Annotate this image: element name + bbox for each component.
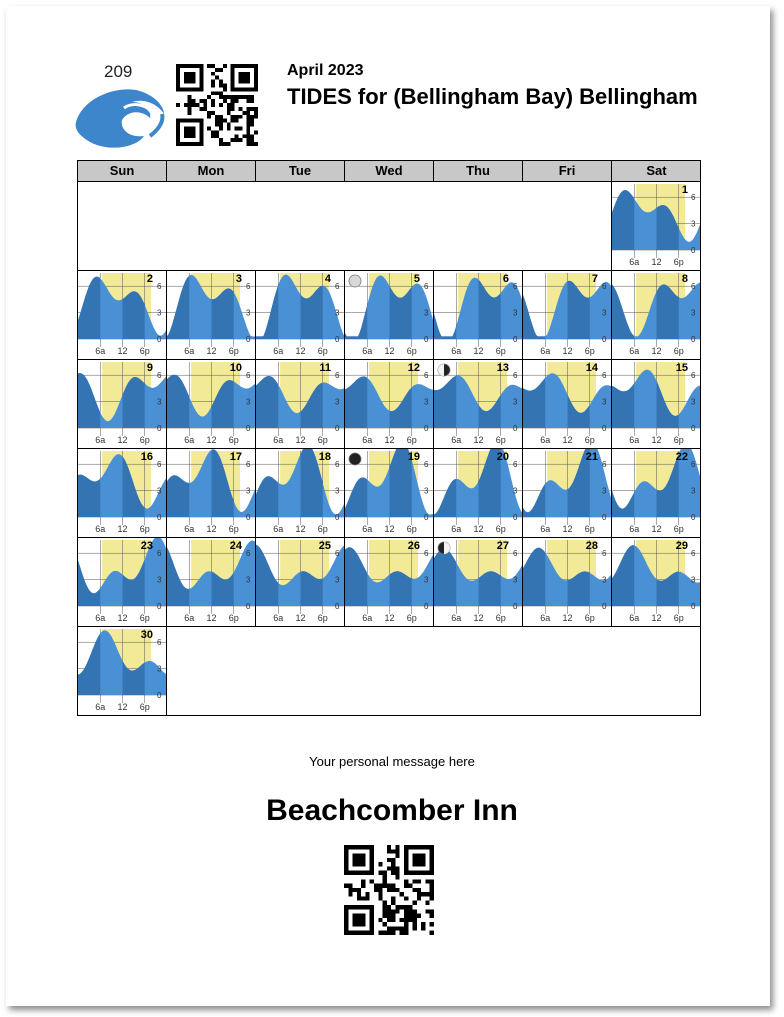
height-label: 6 [513, 549, 518, 559]
day-number: 19 [407, 451, 420, 463]
height-label: 0 [246, 513, 251, 522]
weekday-header: Thu [434, 161, 523, 182]
day-number: 5 [413, 273, 420, 285]
height-label: 3 [246, 397, 251, 407]
tide-chart [523, 449, 612, 538]
day-number: 26 [407, 540, 420, 552]
time-label: 6p [584, 524, 595, 534]
height-label: 0 [246, 335, 251, 344]
wave-logo-icon [72, 80, 172, 150]
day-number: 1 [681, 184, 688, 196]
height-label: 0 [602, 335, 607, 344]
height-label: 0 [424, 335, 429, 344]
time-label: 12 [651, 435, 662, 445]
height-label: 0 [691, 335, 696, 344]
time-label: 6p [584, 613, 595, 623]
weekday-header: Fri [523, 161, 612, 182]
time-label: 12 [651, 346, 662, 356]
personal-message: Your personal message here [309, 754, 475, 769]
time-label: 12 [384, 346, 395, 356]
time-label: 6p [139, 346, 150, 356]
height-label: 0 [335, 335, 340, 344]
tide-chart [345, 271, 434, 360]
height-label: 3 [691, 486, 696, 496]
height-label: 0 [157, 335, 162, 344]
height-label: 3 [424, 486, 429, 496]
height-label: 3 [691, 397, 696, 407]
day-cell [434, 271, 523, 360]
tide-chart [523, 360, 612, 449]
day-cell [523, 449, 612, 538]
height-label: 6 [424, 460, 429, 470]
time-label: 6p [406, 435, 417, 445]
day-cell [256, 271, 345, 360]
time-label: 6a [629, 435, 640, 445]
time-label: 6a [451, 613, 462, 623]
time-label: 12 [384, 524, 395, 534]
height-label: 6 [602, 460, 607, 470]
tide-chart [523, 538, 612, 627]
time-label: 6a [273, 524, 284, 534]
day-cell [523, 538, 612, 627]
tide-chart [256, 360, 345, 449]
height-label: 6 [157, 371, 162, 381]
time-label: 6a [184, 346, 195, 356]
day-number: 10 [229, 362, 242, 374]
height-label: 0 [246, 424, 251, 433]
time-label: 6a [540, 435, 551, 445]
time-label: 6p [673, 435, 684, 445]
weekday-header: Sun [78, 161, 167, 182]
tide-chart [345, 449, 434, 538]
time-label: 12 [117, 613, 128, 623]
time-label: 6a [184, 435, 195, 445]
tide-chart [434, 360, 523, 449]
time-label: 12 [562, 524, 573, 534]
time-label: 6p [228, 346, 239, 356]
height-label: 6 [424, 371, 429, 381]
height-label: 6 [335, 460, 340, 470]
time-label: 12 [206, 613, 217, 623]
height-label: 6 [691, 549, 696, 559]
time-label: 6p [139, 435, 150, 445]
height-label: 3 [157, 575, 162, 585]
height-label: 6 [335, 282, 340, 292]
height-label: 3 [246, 308, 251, 318]
height-label: 3 [513, 575, 518, 585]
day-cell [256, 360, 345, 449]
height-label: 0 [157, 513, 162, 522]
tide-chart [78, 538, 167, 627]
time-label: 6p [317, 346, 328, 356]
tide-chart [167, 271, 256, 360]
tide-chart [78, 360, 167, 449]
time-label: 6a [540, 346, 551, 356]
time-label: 6p [317, 435, 328, 445]
height-label: 3 [424, 397, 429, 407]
height-label: 6 [157, 549, 162, 559]
time-label: 6a [95, 346, 106, 356]
time-label: 6a [540, 524, 551, 534]
time-label: 6a [95, 702, 106, 712]
day-number: 8 [681, 273, 688, 285]
height-label: 6 [246, 460, 251, 470]
day-cell [345, 271, 434, 360]
day-cell [167, 271, 256, 360]
day-cell [612, 449, 701, 538]
time-label: 6a [451, 524, 462, 534]
time-label: 6p [495, 524, 506, 534]
height-label: 6 [335, 549, 340, 559]
height-label: 3 [246, 575, 251, 585]
time-label: 6a [184, 613, 195, 623]
height-label: 0 [246, 602, 251, 611]
day-number: 16 [140, 451, 153, 463]
day-cell [523, 360, 612, 449]
day-cell [612, 538, 701, 627]
empty-day-cell [78, 182, 612, 271]
tide-chart [78, 449, 167, 538]
time-label: 12 [473, 613, 484, 623]
day-number: 30 [140, 629, 153, 641]
time-label: 6a [540, 613, 551, 623]
time-label: 6p [317, 613, 328, 623]
day-number: 11 [319, 362, 331, 374]
time-label: 6a [362, 613, 373, 623]
tide-chart [434, 271, 523, 360]
tide-chart [167, 360, 256, 449]
weekday-header: Sat [612, 161, 701, 182]
empty-day-cell [167, 627, 701, 716]
time-label: 12 [117, 435, 128, 445]
time-label: 12 [206, 524, 217, 534]
day-cell [78, 538, 167, 627]
height-label: 6 [602, 371, 607, 381]
tide-chart [78, 271, 167, 360]
height-label: 0 [602, 513, 607, 522]
day-number: 17 [229, 451, 242, 463]
day-number: 23 [140, 540, 153, 552]
height-label: 3 [513, 486, 518, 496]
day-number: 28 [585, 540, 598, 552]
day-cell [612, 271, 701, 360]
day-cell [78, 449, 167, 538]
time-label: 6a [273, 435, 284, 445]
time-label: 6a [362, 524, 373, 534]
tide-chart [434, 538, 523, 627]
time-label: 12 [562, 613, 573, 623]
time-label: 6p [673, 346, 684, 356]
time-label: 6p [317, 524, 328, 534]
time-label: 6a [451, 435, 462, 445]
tide-chart [256, 271, 345, 360]
day-number: 4 [324, 273, 331, 285]
time-label: 12 [384, 435, 395, 445]
time-label: 6p [139, 613, 150, 623]
height-label: 3 [602, 486, 607, 496]
time-label: 6p [495, 613, 506, 623]
time-label: 6a [451, 346, 462, 356]
tide-chart [434, 449, 523, 538]
time-label: 6a [629, 613, 640, 623]
day-number: 3 [235, 273, 242, 285]
height-label: 0 [335, 424, 340, 433]
height-label: 0 [602, 602, 607, 611]
tide-chart [256, 538, 345, 627]
height-label: 0 [513, 513, 518, 522]
height-label: 6 [691, 460, 696, 470]
time-label: 12 [295, 346, 306, 356]
height-label: 3 [157, 308, 162, 318]
time-label: 6a [184, 524, 195, 534]
tide-chart [167, 538, 256, 627]
day-cell [345, 538, 434, 627]
day-cell [612, 360, 701, 449]
day-cell [256, 538, 345, 627]
last-quarter-moon-icon [438, 364, 450, 376]
time-label: 6a [95, 613, 106, 623]
time-label: 6p [406, 524, 417, 534]
day-number: 2 [146, 273, 153, 285]
height-label: 3 [424, 308, 429, 318]
height-label: 6 [157, 638, 162, 648]
day-number: 15 [675, 362, 688, 374]
time-label: 12 [562, 435, 573, 445]
day-number: 25 [318, 540, 331, 552]
day-number: 27 [496, 540, 509, 552]
time-label: 12 [117, 346, 128, 356]
tide-calendar [77, 160, 701, 716]
time-label: 12 [384, 613, 395, 623]
height-label: 0 [157, 602, 162, 611]
qr-code-icon [344, 845, 434, 935]
height-label: 3 [602, 397, 607, 407]
time-label: 12 [651, 524, 662, 534]
height-label: 0 [513, 424, 518, 433]
height-label: 3 [424, 575, 429, 585]
height-label: 6 [335, 371, 340, 381]
day-cell [345, 449, 434, 538]
time-label: 6p [406, 346, 417, 356]
day-cell [167, 538, 256, 627]
time-label: 6p [584, 435, 595, 445]
tide-chart [523, 271, 612, 360]
month-title: April 2023 [287, 62, 364, 79]
time-label: 6a [95, 524, 106, 534]
time-label: 6p [673, 613, 684, 623]
tide-chart [345, 360, 434, 449]
day-number: 20 [496, 451, 509, 463]
height-label: 0 [157, 424, 162, 433]
tide-chart [167, 449, 256, 538]
tide-chart [78, 627, 167, 716]
page-title: TIDES for (Bellingham Bay) Bellingham [287, 84, 698, 109]
height-label: 0 [335, 602, 340, 611]
height-label: 6 [513, 282, 518, 292]
height-label: 6 [602, 549, 607, 559]
day-cell [78, 627, 167, 716]
height-label: 0 [513, 602, 518, 611]
time-label: 6p [228, 435, 239, 445]
time-label: 12 [651, 257, 662, 267]
height-label: 0 [691, 424, 696, 433]
height-label: 6 [157, 460, 162, 470]
height-label: 6 [424, 282, 429, 292]
height-label: 6 [691, 282, 696, 292]
height-label: 0 [424, 513, 429, 522]
day-number: 9 [146, 362, 153, 374]
height-label: 6 [691, 193, 696, 203]
time-label: 6p [673, 524, 684, 534]
height-label: 0 [335, 513, 340, 522]
height-label: 6 [513, 460, 518, 470]
time-label: 6p [584, 346, 595, 356]
day-cell [78, 271, 167, 360]
height-label: 3 [246, 486, 251, 496]
time-label: 12 [117, 702, 128, 712]
height-label: 3 [157, 397, 162, 407]
day-number: 14 [585, 362, 598, 374]
height-label: 3 [157, 486, 162, 496]
tide-chart [345, 538, 434, 627]
day-cell [434, 538, 523, 627]
height-label: 6 [246, 371, 251, 381]
height-label: 0 [424, 602, 429, 611]
height-label: 3 [335, 397, 340, 407]
day-cell [167, 360, 256, 449]
new-moon-icon [349, 453, 361, 465]
height-label: 3 [602, 575, 607, 585]
weekday-header: Tue [256, 161, 345, 182]
time-label: 6a [273, 346, 284, 356]
height-label: 3 [691, 219, 696, 229]
height-label: 0 [602, 424, 607, 433]
day-cell [345, 360, 434, 449]
height-label: 0 [691, 246, 696, 255]
day-number: 21 [585, 451, 598, 463]
height-label: 0 [691, 513, 696, 522]
height-label: 6 [513, 371, 518, 381]
height-label: 3 [335, 575, 340, 585]
day-number: 12 [407, 362, 420, 374]
time-label: 6p [228, 524, 239, 534]
height-label: 6 [602, 282, 607, 292]
time-label: 12 [473, 524, 484, 534]
first-quarter-moon-icon [438, 542, 450, 554]
page-number: 209 [104, 62, 133, 81]
day-cell [523, 271, 612, 360]
day-number: 7 [591, 273, 598, 285]
height-label: 3 [335, 308, 340, 318]
day-number: 29 [675, 540, 688, 552]
time-label: 12 [206, 435, 217, 445]
height-label: 6 [424, 549, 429, 559]
time-label: 6p [495, 435, 506, 445]
time-label: 12 [117, 524, 128, 534]
time-label: 6p [495, 346, 506, 356]
day-cell [78, 360, 167, 449]
time-label: 6p [139, 702, 150, 712]
tide-chart [256, 449, 345, 538]
time-label: 6a [629, 257, 640, 267]
height-label: 6 [157, 282, 162, 292]
time-label: 12 [651, 613, 662, 623]
day-number: 6 [502, 273, 509, 285]
height-label: 0 [513, 335, 518, 344]
time-label: 12 [295, 613, 306, 623]
time-label: 12 [295, 435, 306, 445]
time-label: 6a [362, 435, 373, 445]
day-number: 24 [229, 540, 242, 552]
height-label: 3 [691, 308, 696, 318]
time-label: 12 [473, 435, 484, 445]
height-label: 6 [246, 282, 251, 292]
day-cell [256, 449, 345, 538]
time-label: 6a [629, 524, 640, 534]
time-label: 6p [406, 613, 417, 623]
time-label: 12 [473, 346, 484, 356]
time-label: 6p [228, 613, 239, 623]
day-cell [612, 182, 701, 271]
height-label: 3 [602, 308, 607, 318]
time-label: 12 [562, 346, 573, 356]
height-label: 3 [335, 486, 340, 496]
day-cell [434, 360, 523, 449]
day-cell [434, 449, 523, 538]
time-label: 6a [95, 435, 106, 445]
height-label: 3 [513, 308, 518, 318]
height-label: 3 [513, 397, 518, 407]
day-number: 22 [675, 451, 688, 463]
time-label: 6a [273, 613, 284, 623]
time-label: 12 [206, 346, 217, 356]
height-label: 0 [691, 602, 696, 611]
weekday-header: Wed [345, 161, 434, 182]
height-label: 3 [157, 664, 162, 674]
day-cell [167, 449, 256, 538]
day-number: 18 [318, 451, 331, 463]
height-label: 6 [246, 549, 251, 559]
time-label: 6a [629, 346, 640, 356]
height-label: 0 [424, 424, 429, 433]
height-label: 6 [691, 371, 696, 381]
height-label: 3 [691, 575, 696, 585]
full-moon-icon [349, 275, 361, 287]
time-label: 6a [362, 346, 373, 356]
height-label: 0 [157, 691, 162, 700]
weekday-header: Mon [167, 161, 256, 182]
qr-code-icon [176, 64, 258, 146]
time-label: 12 [295, 524, 306, 534]
time-label: 6p [673, 257, 684, 267]
business-name: Beachcomber Inn [266, 794, 518, 827]
time-label: 6p [139, 524, 150, 534]
day-number: 13 [496, 362, 509, 374]
